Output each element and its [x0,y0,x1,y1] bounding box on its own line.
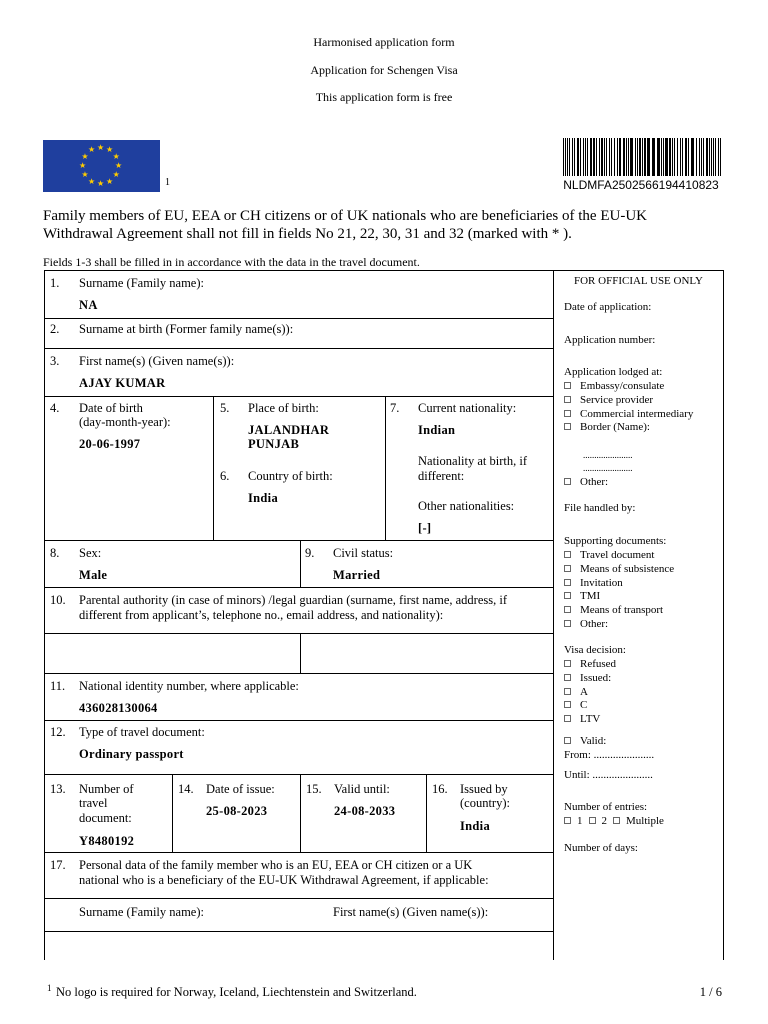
lodged-at-label: Application lodged at: [564,366,663,378]
barcode-number: NLDMFA2502566194410823 [563,178,719,192]
barcode-bar [644,138,646,176]
free-notice: This application form is free [315,90,453,104]
lodged-option-other: Other: [564,476,608,489]
barcode-bar [619,138,621,176]
flag-star-icon: ★ [97,179,105,188]
decision-option-issued: Issued: [564,672,611,685]
valid-from-label: From: ...................... [564,749,655,761]
barcode-bar [715,138,716,176]
flag-star-icon: ★ [106,145,114,155]
civil-status-value: Married [333,568,381,582]
barcode-bar [563,138,564,176]
field-12-label: Type of travel document: [79,725,205,739]
doc-option-other: Other: [564,618,608,631]
field-6-label: Country of birth: [248,469,333,483]
barcode-bar [688,138,689,176]
number-of-entries-label: Number of entries: [564,801,648,813]
barcode-bar [661,138,662,176]
barcode-bar [682,138,683,176]
barcode-bar [635,138,636,176]
barcode-bar [601,138,603,176]
supporting-documents-label: Supporting documents: [564,535,667,547]
nationality-value: Indian [418,423,456,437]
flag-star-icon: ★ [81,152,89,161]
barcode-bar [703,138,704,176]
valid-until-value: 24-08-2033 [334,804,396,818]
barcode-bar [611,138,612,176]
barcode-bar [614,138,615,176]
field-9-label: Civil status: [333,546,394,560]
decision-option-a: A [564,686,588,699]
barcode-bar [706,138,708,176]
field-15-label: Valid until: [334,782,390,796]
flag-star-icon: ★ [88,145,96,155]
barcode-bar [593,138,595,176]
barcode-bar [630,138,633,176]
field-7-label: Current nationality: [418,401,517,415]
barcode-bar [617,138,618,176]
barcode-bar [609,138,610,176]
barcode-bar [639,138,641,176]
barcode-bar [628,138,629,176]
barcode-bar [718,138,719,176]
barcode-bar [623,138,625,176]
barcode-bar [580,138,581,176]
file-handled-label: File handled by: [564,502,636,514]
barcode-bar [674,138,675,176]
issued-by-value: India [460,819,490,833]
barcode-bar [709,138,710,176]
barcode-bar [565,138,566,176]
valid-until-label: Until: ...................... [564,769,653,781]
entries-options: 1 2 Multiple [564,815,664,828]
barcode-bar [587,138,588,176]
barcode-bar [711,138,712,176]
barcode-bar [596,138,597,176]
barcode-bar [657,138,660,176]
barcode-bar [663,138,664,176]
barcode-bar [677,138,678,176]
decision-option-ltv: LTV [564,713,600,726]
barcode-bar [696,138,697,176]
form-subtitle: Application for Schengen Visa [310,63,458,77]
lodged-option-commercial: Commercial intermediary [564,408,693,421]
visa-decision-label: Visa decision: [564,644,626,656]
lodged-option-embassy: Embassy/consulate [564,380,664,393]
doc-option-tmi: TMI [564,590,600,603]
date-of-application-label: Date of application: [564,301,652,313]
doc-option-travel: Travel document [564,549,654,562]
barcode-bar [567,138,568,176]
barcode-bar [691,138,694,176]
field-4-label: Date of birth [79,401,143,415]
surname-value: NA [79,298,98,312]
travel-document-number-value: Y8480192 [79,834,135,848]
official-use-title: FOR OFFICIAL USE ONLY [574,275,703,287]
nationality-at-birth-label: Nationality at birth, if [418,454,528,468]
doc-option-transport: Means of transport [564,604,663,617]
flag-footnote-mark: 1 [165,177,170,188]
valid-checkbox: Valid: [564,735,606,748]
barcode-bar [590,138,592,176]
family-surname-label: Surname (Family name): [79,905,204,919]
field-1-label: Surname (Family name): [79,276,204,290]
doc-option-subsistence: Means of subsistence [564,563,674,576]
barcode-bar [626,138,627,176]
country-of-birth-value: India [248,491,278,505]
footnote: No logo is required for Norway, Iceland, Liechtenstein and Switzerland. [56,985,417,999]
travel-document-type-value: Ordinary passport [79,747,184,761]
barcode-bar [669,138,671,176]
flag-star-icon: ★ [112,170,120,179]
field-3-label: First name(s) (Given name(s)): [79,354,235,368]
barcode-bar [665,138,668,176]
field-17-label: Personal data of the family member who is an EU, EEA or CH citizen or a UK [79,858,473,872]
barcode-bar [606,138,607,176]
barcode-bar [652,138,655,176]
barcode-bar [647,138,650,176]
first-name-value: AJAY KUMAR [79,376,166,390]
flag-star-icon: ★ [106,176,114,186]
number-of-days-label: Number of days: [564,842,638,854]
field-16-label: Issued by [460,782,508,796]
barcode-bar [713,138,714,176]
barcode-bar [585,138,586,176]
flag-star-icon: ★ [81,170,89,179]
barcode-bar [701,138,702,176]
field-5-label: Place of birth: [248,401,319,415]
barcode-bar [720,138,721,176]
barcode-bar [572,138,573,176]
barcode-bar [680,138,681,176]
date-of-birth-value: 20-06-1997 [79,437,141,451]
other-nationalities-value: [-] [418,521,432,535]
fields-note: Fields 1-3 shall be filled in in accordance with the data in the travel document. [43,255,420,269]
field-11-label: National identity number, where applicable: [79,679,299,693]
field-2-label: Surname at birth (Former family name(s)): [79,322,294,336]
eu-flag-logo [43,140,160,192]
other-nationalities-label: Other nationalities: [418,499,515,513]
field-14-label: Date of issue: [206,782,275,796]
page-number: 1 / 6 [699,985,722,999]
application-number-label: Application number: [564,334,656,346]
barcode-bar [672,138,673,176]
national-id-value: 436028130064 [79,701,158,715]
barcode-icon [563,138,723,176]
field-13-label: Number of [79,782,134,796]
barcode-bar [699,138,700,176]
barcode-bar [574,138,575,176]
doc-option-invitation: Invitation [564,577,623,590]
intro-notice: Family members of EU, EEA or CH citizens or of UK nationals who are beneficiaries of the EU-UK Withdrawal Agreement shall not fill in fields No 21, 22, 30, 31 and 32 (marked with * ). [43,208,647,242]
decision-option-c: C [564,699,587,712]
flag-star-icon: ★ [115,161,123,170]
lodged-option-border: Border (Name): [564,421,650,434]
lodged-option-service-provider: Service provider [564,394,653,407]
field-10-label: Parental authority (in case of minors) /legal guardian (surname, first name, address, if [79,593,507,607]
field-8-label: Sex: [79,546,102,560]
decision-option-refused: Refused [564,658,616,671]
flag-star-icon: ★ [112,152,120,161]
flag-star-icon: ★ [79,161,87,170]
barcode-bar [577,138,579,176]
date-of-issue-value: 25-08-2023 [206,804,268,818]
place-of-birth-value: JALANDHAR [248,423,330,437]
flag-star-icon: ★ [97,143,105,152]
flag-star-icon: ★ [88,176,96,186]
form-title: Harmonised application form [313,35,455,49]
barcode-bar [604,138,605,176]
barcode-bar [599,138,600,176]
family-firstname-label: First name(s) (Given name(s)): [333,905,489,919]
barcode-bar [685,138,687,176]
barcode-bar [583,138,584,176]
sex-value: Male [79,568,108,582]
barcode-bar [642,138,643,176]
barcode-bar [637,138,638,176]
barcode-bar [569,138,570,176]
